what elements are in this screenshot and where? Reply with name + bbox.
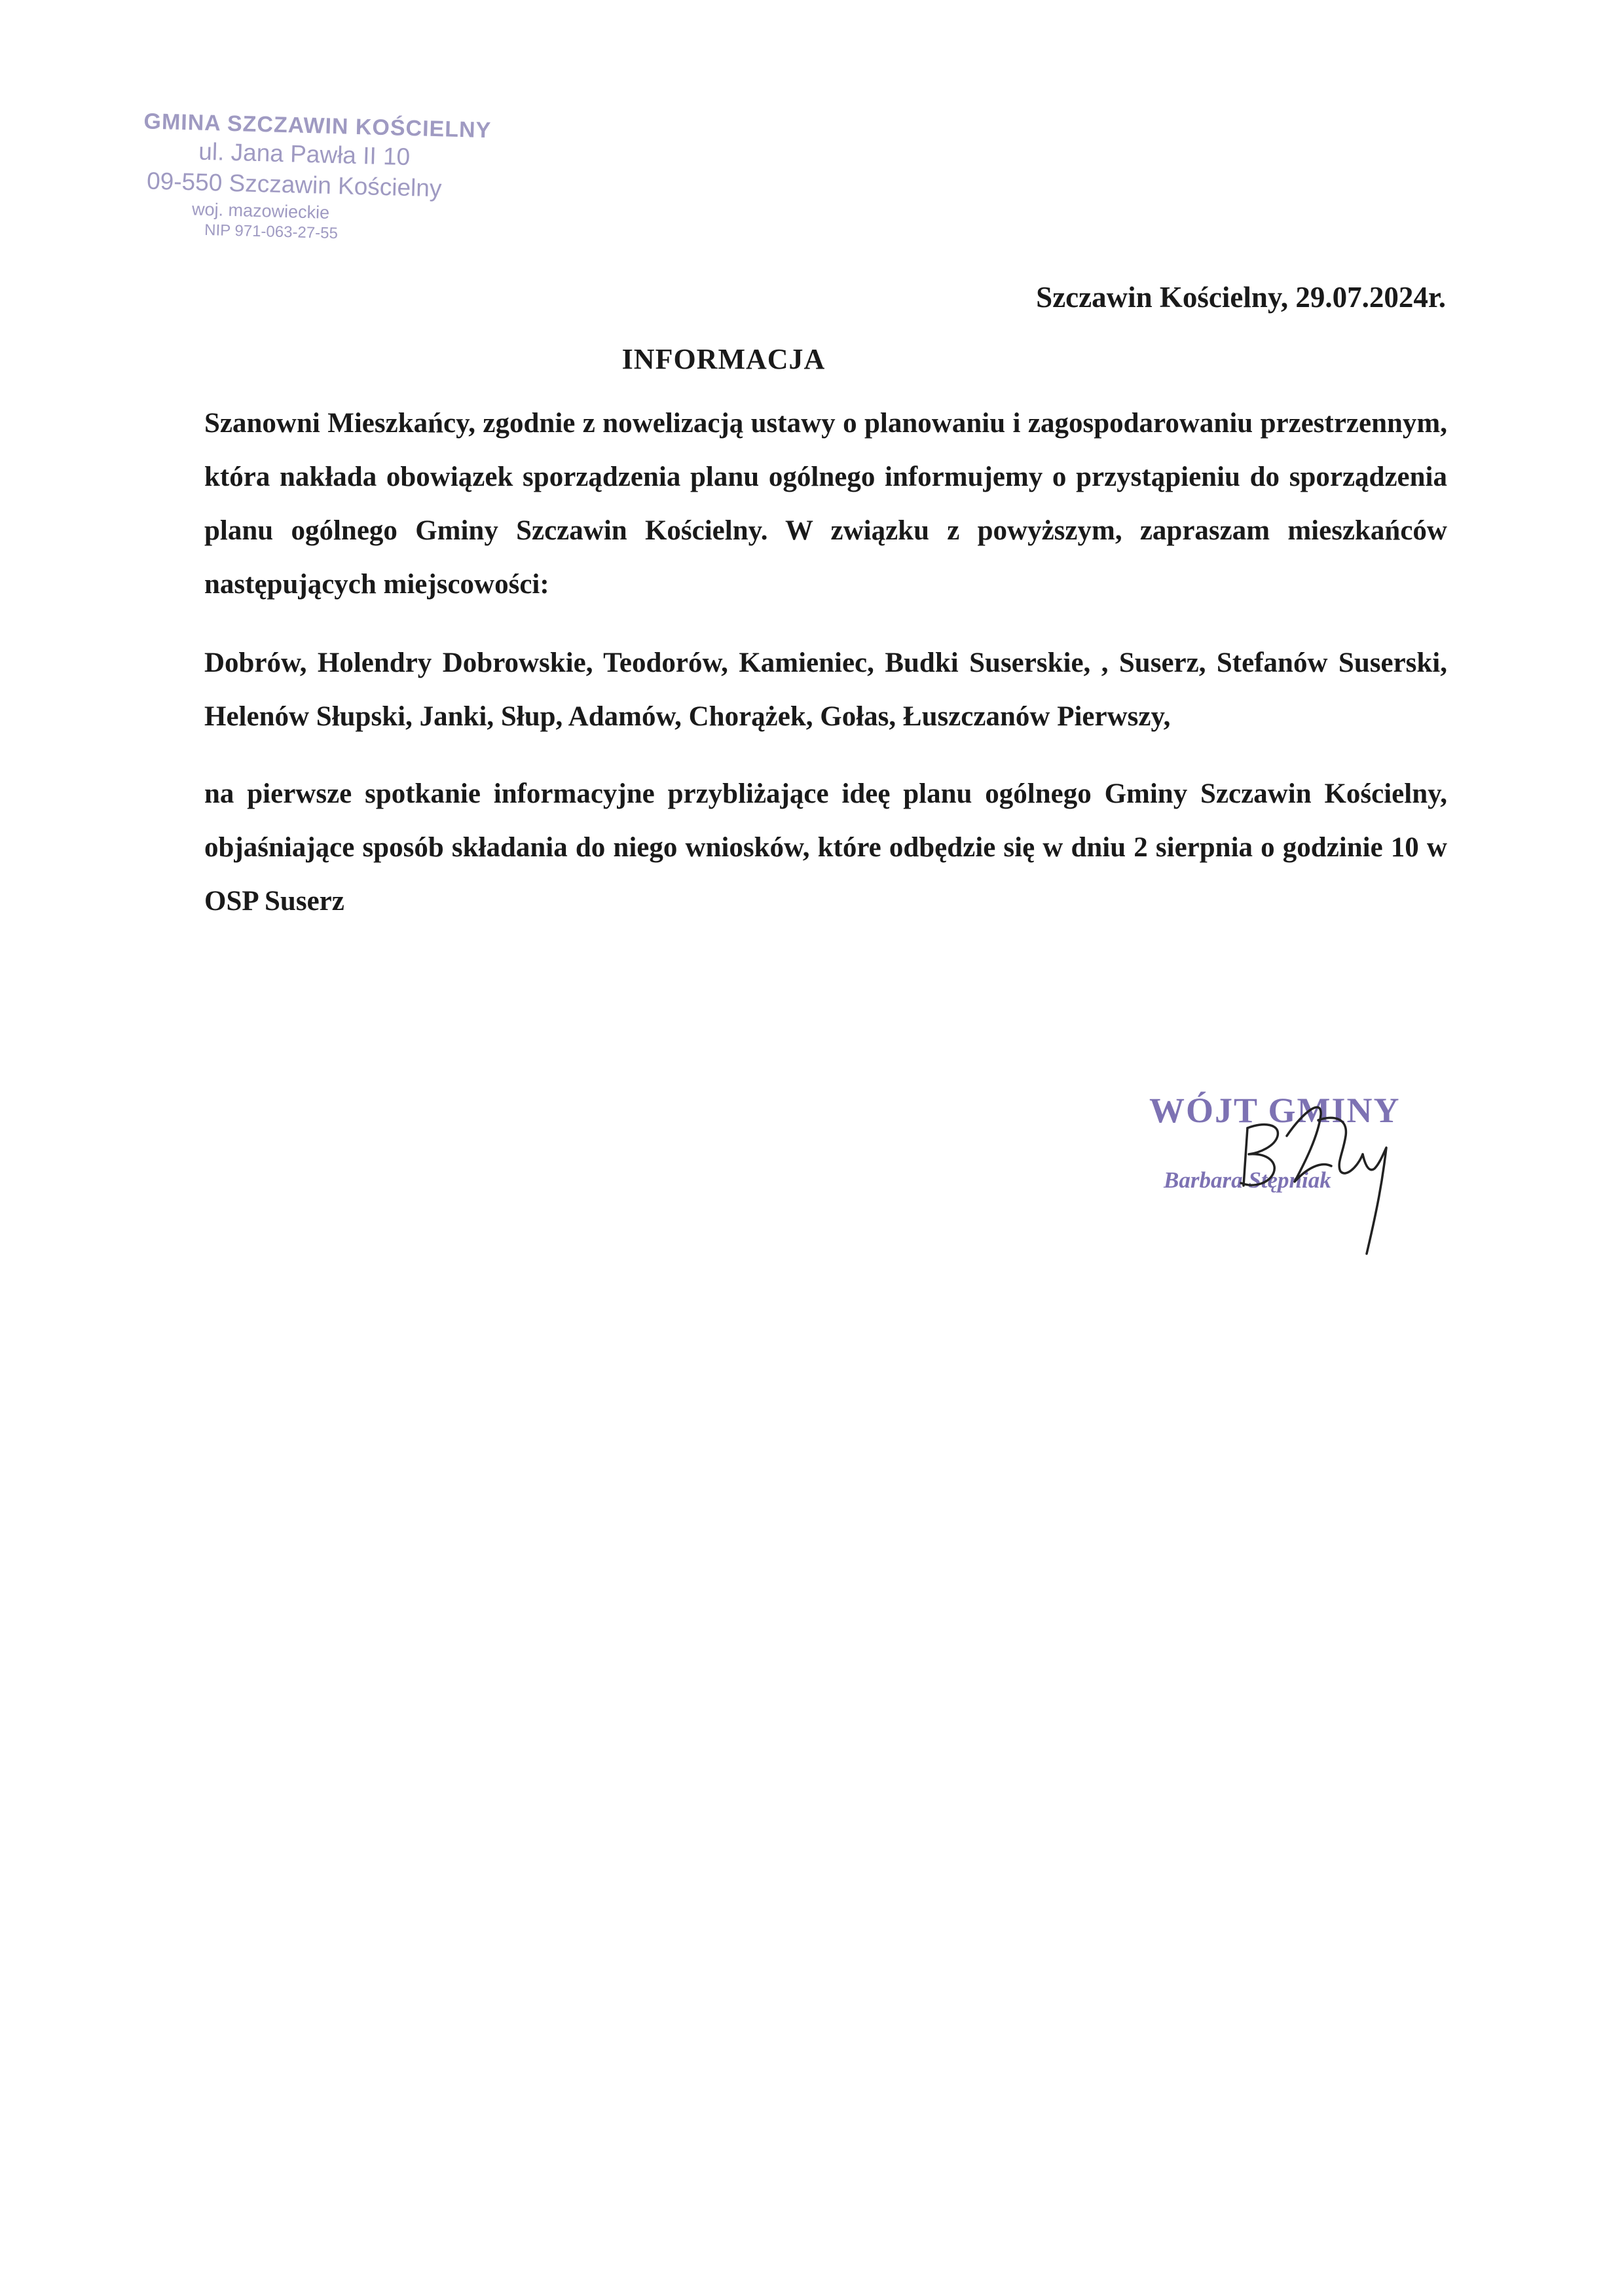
signature-block bbox=[1149, 1090, 1450, 1313]
stamp-line-nip: NIP 971-063-27-55 bbox=[204, 221, 339, 243]
mayor-stamp-title: WÓJT GMINY bbox=[1149, 1091, 1401, 1130]
localities-paragraph: Dobrów, Holendry Dobrowskie, Teodorów, Kamieniec, Budki Suserskie, , Suserz, Stefanów Suserski, Helenów Słupski, Janki, Słup, Adamów, Chorążek, Gołas, Łuszczanów Pierwszy, bbox=[204, 647, 1447, 732]
stamp-line-municipality: GMINA SZCZAWIN KOŚCIELNY bbox=[143, 109, 492, 143]
intro-paragraph: Szanowni Mieszkańcy, zgodnie z nowelizacją ustawy o planowaniu i zagospodarowaniu przestrzennym, która nakłada obowiązek sporządzenia planu ogólnego informujemy o przystąpieniu do sporządzenia planu ogólnego Gminy Szczawin Kościelny. W związku z powyższym, zapraszam mieszkańców następujących miejscowości: bbox=[204, 408, 1447, 600]
stamp-line-street: ul. Jana Pawła II 10 bbox=[198, 137, 411, 171]
mayor-stamp-name: Barbara Stępniak bbox=[1164, 1167, 1331, 1193]
handwritten-signature bbox=[1149, 1038, 1450, 1313]
meeting-paragraph: na pierwsze spotkanie informacyjne przybliżające ideę planu ogólnego Gminy Szczawin Kościelny, objaśniające sposób składania do niego wniosków, które odbędzie się w dniu 2 sierpnia o godzinie 10 w OSP Suserz bbox=[204, 778, 1447, 917]
address-stamp bbox=[131, 110, 501, 246]
stamp-line-voivodeship: woj. mazowieckie bbox=[191, 199, 330, 223]
document-title: INFORMACJA bbox=[621, 343, 826, 375]
stamp-line-postcode: 09-550 Szczawin Kościelny bbox=[146, 167, 442, 202]
place-and-date: Szczawin Kościelny, 29.07.2024r. bbox=[1036, 281, 1446, 314]
